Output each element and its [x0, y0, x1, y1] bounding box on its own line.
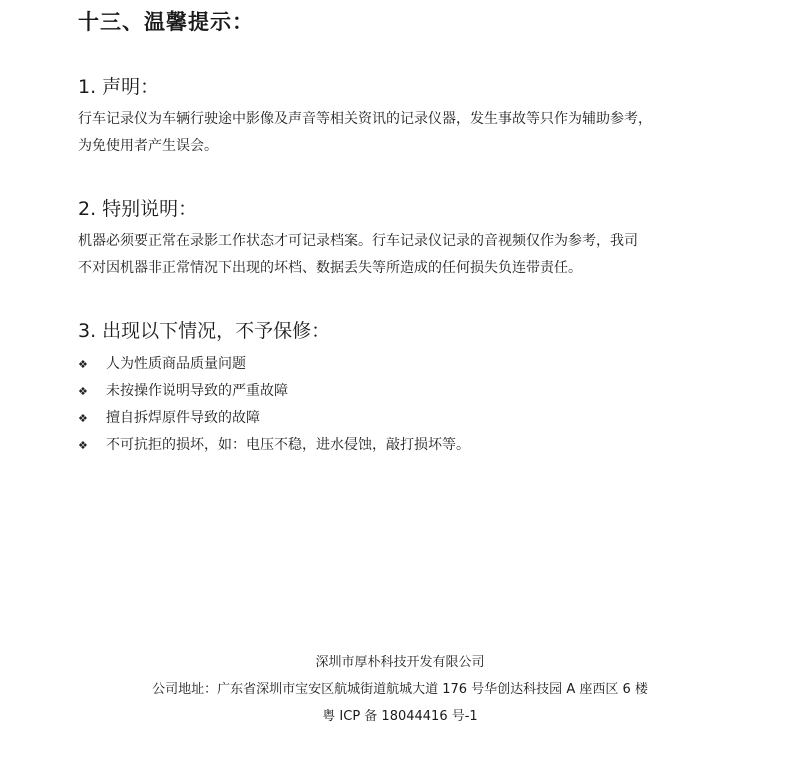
footer-company-address: 公司地址：广东省深圳市宝安区航城街道航城大道 176 号华创达科技园 A 座西区 6 楼 [152, 682, 648, 697]
diamond-bullet-icon: ❖ [78, 385, 88, 398]
list-item-text: 擅自拆焊原件导致的故障 [106, 410, 260, 426]
list-item [78, 378, 470, 405]
diamond-bullet-icon: ❖ [78, 412, 88, 425]
section-heading-special-notes: 2. 特别说明： [78, 198, 198, 220]
special-notes-paragraph [78, 228, 728, 282]
list-item [78, 351, 470, 378]
footer-company-name: 深圳市厚朴科技开发有限公司 [315, 655, 485, 670]
diamond-bullet-icon: ❖ [78, 439, 88, 452]
page-title: 十三、温馨提示： [78, 10, 254, 34]
paragraph-line: 行车记录仪为车辆行驶途中影像及声音等相关资讯的记录仪器，发生事故等只作为辅助参考， [78, 111, 652, 127]
list-item [78, 432, 470, 459]
section-heading-warranty-exclusions: 3. 出现以下情况，不予保修： [78, 320, 331, 342]
section-heading-declaration: 1. 声明： [78, 76, 160, 98]
list-item-text: 未按操作说明导致的严重故障 [106, 383, 288, 399]
paragraph-line: 为免使用者产生误会。 [78, 138, 218, 154]
paragraph-line: 机器必须要正常在录影工作状态才可记录档案。行车记录仪记录的音视频仅作为参考，我司 [78, 233, 638, 249]
paragraph-line: 不对因机器非正常情况下出现的坏档、数据丢失等所造成的任何损失负连带责任。 [78, 260, 582, 276]
declaration-paragraph [78, 106, 728, 160]
footer-icp-number: 粤 ICP 备 18044416 号-1 [322, 709, 478, 724]
diamond-bullet-icon: ❖ [78, 358, 88, 371]
warranty-exclusion-list [78, 351, 470, 459]
list-item-text: 不可抗拒的损坏，如：电压不稳，进水侵蚀，敲打损坏等。 [106, 437, 470, 453]
list-item-text: 人为性质商品质量问题 [106, 356, 246, 372]
list-item [78, 405, 470, 432]
